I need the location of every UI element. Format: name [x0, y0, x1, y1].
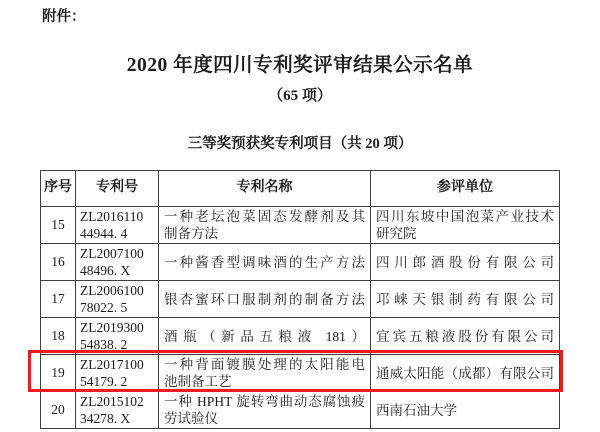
page-subtitle: （65 项） [268, 88, 332, 104]
table-row-19-highlighted [41, 355, 560, 392]
cell-unit: 西南石油大学 [371, 392, 560, 429]
cell-unit: 通威太阳能（成都）有限公司 [371, 355, 560, 392]
cell-patent-no: ZL2007100 48496. X [76, 244, 159, 281]
cell-no: 15 [41, 207, 76, 244]
cell-patent-name: 一种酱香型调味酒的生产方法 [159, 244, 371, 281]
cell-patent-name: 银杏蜜环口服制剂的制备方法 [159, 281, 371, 318]
cell-unit: 宜宾五粮液股份有限公司 [371, 318, 560, 355]
cell-no: 18 [41, 318, 76, 355]
cell-patent-no: ZL2017100 54179. 2 [76, 355, 159, 392]
column-header-patent-no: 专利号 [76, 171, 159, 207]
table-row-15 [41, 207, 560, 244]
cell-no: 20 [41, 392, 76, 429]
table-header-row [41, 171, 560, 207]
cell-patent-no: ZL2006100 78022. 5 [76, 281, 159, 318]
table-row-17 [41, 281, 560, 318]
cell-patent-no: ZL2019300 54838. 2 [76, 318, 159, 355]
patents-table [40, 170, 560, 429]
cell-unit: 四川郎酒股份有限公司 [371, 244, 560, 281]
table-row-20 [41, 392, 560, 429]
cell-patent-name: 一种老坛泡菜固态发酵剂及其 制备方法 [159, 207, 371, 244]
cell-no: 19 [41, 355, 76, 392]
column-header-unit: 参评单位 [371, 171, 560, 207]
page-title: 2020 年度四川专利奖评审结果公示名单 [126, 55, 474, 76]
section-title: 三等奖预获奖专利项目（共 20 项） [187, 136, 413, 152]
cell-patent-no: ZL2016110 44944. 4 [76, 207, 159, 244]
cell-patent-name: 一种背面镀膜处理的太阳能电 池制备工艺 [159, 355, 371, 392]
column-header-no: 序号 [41, 171, 76, 207]
cell-unit: 邛崃天银制药有限公司 [371, 281, 560, 318]
cell-unit: 四川东坡中国泡菜产业技术 研究院 [371, 207, 560, 244]
column-header-patent-name: 专利名称 [159, 171, 371, 207]
cell-patent-no: ZL2015102 34278. X [76, 392, 159, 429]
cell-patent-name: 一种 HPHT 旋转弯曲动态腐蚀疲 劳试验仪 [159, 392, 371, 429]
cell-no: 17 [41, 281, 76, 318]
attachment-label: 附件： [42, 9, 86, 25]
table-row-16 [41, 244, 560, 281]
cell-no: 16 [41, 244, 76, 281]
table-row-18 [41, 318, 560, 355]
cell-patent-name: 酒瓶（新品五粮液 181） [159, 318, 371, 355]
